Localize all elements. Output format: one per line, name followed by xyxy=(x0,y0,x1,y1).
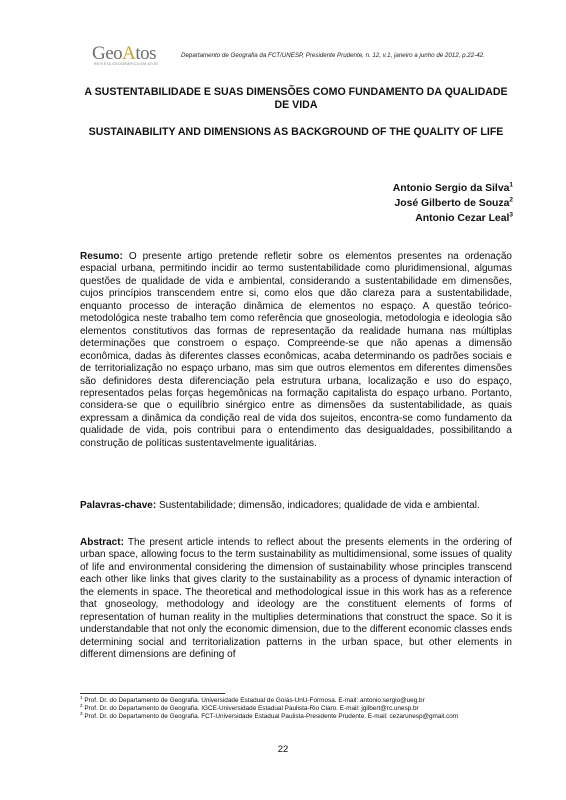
title-english: SUSTAINABILITY AND DIMENSIONS AS BACKGROUND OF THE QUALITY OF LIFE xyxy=(88,126,504,138)
author-name: José Gilberto de Souza xyxy=(394,198,510,209)
footnotes xyxy=(80,694,512,721)
author-footnote-ref[interactable]: 3 xyxy=(509,211,513,219)
abstract-paragraph xyxy=(80,537,512,662)
footnote-text: Prof. Dr. do Departamento de Geografia. Universidade Estadual de Goiás-UnU-Formosa. E-mail: antonio.sergio@ueg.br xyxy=(84,697,425,704)
footnote-text: Prof. Dr. do Departamento de Geografia. IGCE-Universidade Estadual Paulista-Rio Claro. E-mail: jgilbert@rc.unesp.br xyxy=(84,705,419,713)
footnote-number: 3 xyxy=(80,711,83,717)
journal-logo xyxy=(92,44,172,70)
journal-citation: Departamento de Geografia da FCT/UNESP, Presidente Prudente, n. 12, v.1, janeiro a junho de 2012, p.22-42. xyxy=(181,52,485,59)
footnote-divider xyxy=(80,693,225,694)
author-2 xyxy=(393,196,513,211)
author-name: Antonio Cezar Leal xyxy=(415,213,510,224)
author-1 xyxy=(393,181,513,196)
keywords-paragraph xyxy=(80,500,512,512)
footnote-2 xyxy=(80,702,512,713)
logo-wordmark xyxy=(92,44,172,64)
footnote-text: Prof. Dr. do Departamento de Geografia. FCT-Universidade Estadual Paulista-Presidente Prudente. E-mail: cezarunesp@gmail.com xyxy=(84,713,459,721)
title-portuguese: A SUSTENTABILIDADE E SUAS DIMENSÕES COMO FUNDAMENTO DA QUALIDADE DE VIDA xyxy=(84,86,508,111)
author-footnote-ref[interactable]: 1 xyxy=(509,181,513,189)
keywords-label: Palavras-chave: xyxy=(80,500,157,511)
author-footnote-ref[interactable]: 2 xyxy=(509,196,513,204)
footnote-3 xyxy=(80,713,512,721)
footnote-number: 2 xyxy=(80,702,83,708)
abstract-label: Abstract: xyxy=(80,537,124,548)
author-3 xyxy=(393,211,513,226)
resumo-label: Resumo: xyxy=(80,251,123,262)
logo-tagline: REVISTA GEOGRÁFICA EM ATOS xyxy=(94,62,159,66)
keywords-text: Sustentabilidade; dimensão, indicadores; qualidade de vida e ambiental. xyxy=(158,500,480,511)
logo-wordmark-text: GeoAtos xyxy=(92,43,157,64)
footnote-1 xyxy=(80,694,512,705)
page-number: 22 xyxy=(277,744,289,755)
author-list xyxy=(393,181,513,226)
footnote-number: 1 xyxy=(80,694,83,700)
resumo-paragraph xyxy=(80,251,512,450)
abstract-text: The present article intends to reflect about the presents elements in the ordering of urban space, allowing focus to the term sustainability as multidimensional, some issues of quality of life and environmental considering the dimension of sustainability whose principles transcend each other like links that gives clarity to the sustainability as a process of dynamic interaction of the elements in space. The theoretical and methodological issue in this work has as a reference that gnoseology, methodology and ideology are the constituent elements of forms of representation of human reality in the multiplies determinations that construct the space. So it is understandable that not only the economic dimension, due to the different economic classes ends determining social and territorialization patterns in the urban space, but other elements in different dimensions are defining of xyxy=(80,537,512,661)
logo-accent-letter: A xyxy=(122,43,136,64)
author-name: Antonio Sergio da Silva xyxy=(392,183,510,194)
resumo-text: O presente artigo pretende refletir sobre os elementos presentes na ordenação espacial urbana, permitindo incidir ao termo sustentabilidade como pluridimensional, algumas questões de qualidade de vida e ambiental, considerando a sustentabilidade em dimensões, cujos princípios transcendem entre si, como elos que dão clareza para a sustentabilidade, enquanto processo de interação dinâmica de elementos no espaço. A questão teórico-metodológica neste trabalho tem como referência que gnoseologia, metodologia e ideologia são elementos constitutivos das formas de representação da realidade humana nas múltiplas determinações que constroem o espaço. Compreende-se que não apenas a dimensão econômica, dadas às diferentes classes econômicas, acaba determinando os padrões sociais e de territorialização no espaço urbano, mas sim que outros elementos em diferentes dimensões são definidores desta diferenciação pela estrutura urbana, localização e uso do espaço, representados pelas forças hegemônicas na formação capitalista do espaço urbano. Portanto, considera-se que o equilíbrio sinérgico entre as dimensões da sustentabilidade, as quais expressam a dinâmica da condição real de vida dos sujeitos, encontra-se como fundamento da qualidade de vida, pois contribui para o entendimento das desigualdades, possibilitando a construção de políticas sustentavelmente igualitárias. xyxy=(80,251,512,449)
